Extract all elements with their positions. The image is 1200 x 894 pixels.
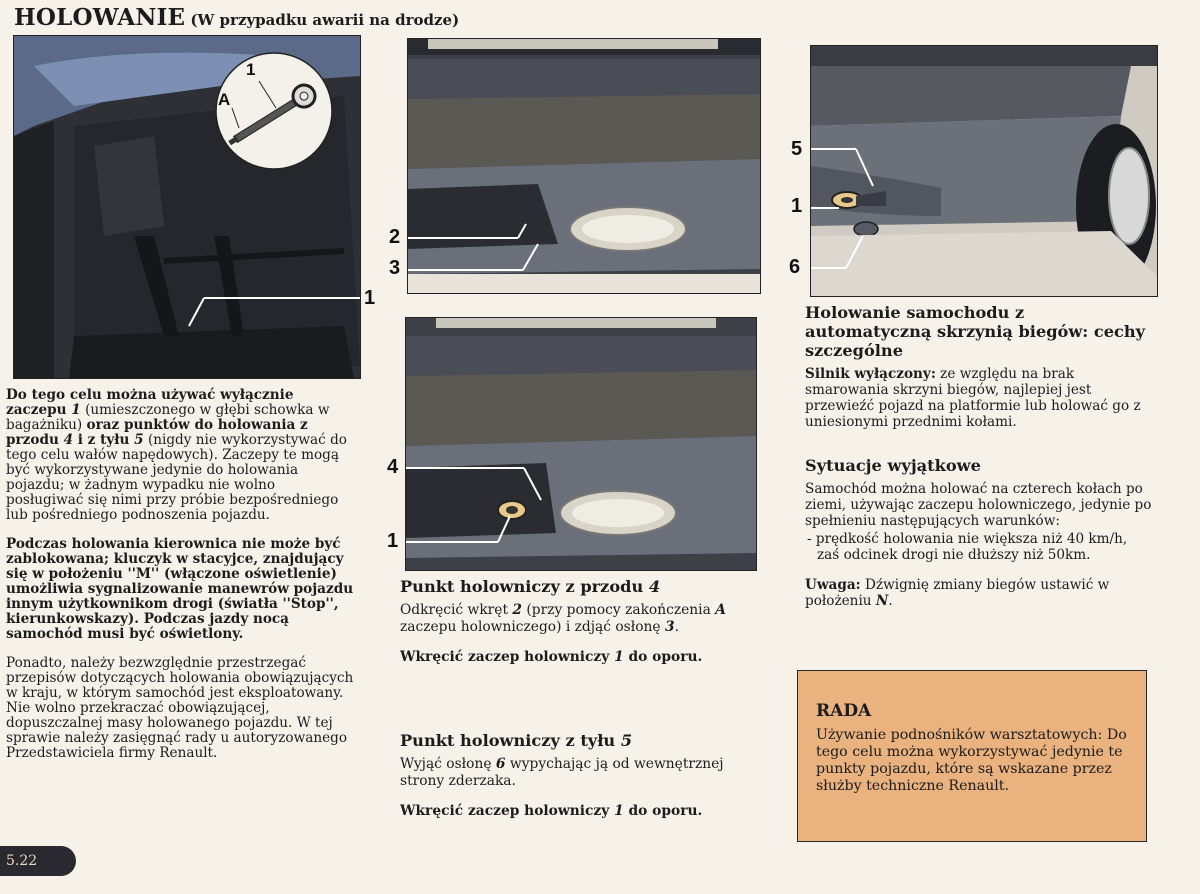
ref-number: 3 bbox=[664, 619, 675, 635]
rear-screw-instruction bbox=[400, 804, 752, 819]
front-bumper-top-illustration bbox=[408, 39, 760, 293]
trunk-photo bbox=[13, 35, 361, 379]
callout-front-2: 2 bbox=[389, 226, 401, 248]
right-column bbox=[805, 303, 1153, 623]
rear-tow-point-title bbox=[400, 731, 752, 750]
ref-number: 5 bbox=[134, 432, 144, 448]
text-bold: Silnik wyłączony: bbox=[805, 366, 936, 382]
advice-title: RADA bbox=[816, 701, 872, 721]
ref-number: 6 bbox=[495, 756, 506, 772]
front-tow-point-instructions bbox=[400, 602, 752, 636]
advice-box bbox=[797, 670, 1147, 842]
text: . bbox=[888, 593, 893, 609]
front-bumper-bottom-illustration bbox=[406, 318, 756, 570]
callout-trunk-1: 1 bbox=[364, 287, 376, 309]
text: (nigdy nie wykorzystywać do tego celu wałów napędowych). Zaczepy te mogą być wykorzystywane jedynie do holowania pojazdu; w żadnym wypadku nie wolno posługiwać się nimi przy próbie bezpośredniego lub pośredniego podnoszenia pojazdu. bbox=[6, 432, 347, 523]
callout-trunk-inset-1: 1 bbox=[246, 60, 256, 79]
ref-number: 1 bbox=[614, 649, 624, 665]
text: Wkręcić zaczep holowniczy bbox=[400, 649, 615, 665]
ref-letter: N bbox=[875, 593, 889, 609]
gear-lever-note bbox=[805, 577, 1153, 609]
text: ze względu na brak smarowania skrzyni biegów, najlepiej jest przewieźć pojazd na platformie lub holować go z uniesionymi przednimi kołami. bbox=[805, 366, 1141, 430]
text-bold: i z tyłu bbox=[73, 432, 135, 448]
text: zaczepu holowniczego) i zdjąć osłonę bbox=[400, 619, 665, 635]
text: Wkręcić zaczep holowniczy bbox=[400, 803, 615, 819]
trunk-illustration bbox=[14, 36, 360, 378]
callout-front-1: 1 bbox=[387, 530, 399, 552]
title-text: Punkt holowniczy z przodu bbox=[400, 577, 649, 596]
special-situations-text: Samochód można holować na czterech kołach po ziemi, używając zaczepu holowniczego, jedynie po spełnieniu następujących warunków: bbox=[805, 481, 1152, 529]
ref-number: 1 bbox=[71, 402, 81, 418]
page-title: HOLOWANIE bbox=[14, 4, 186, 31]
ref-letter: A bbox=[715, 602, 726, 618]
front-tow-point-title bbox=[400, 577, 752, 596]
callout-rear-6: 6 bbox=[789, 256, 801, 278]
text: wypychając ją od wewnętrznej strony zderzaka. bbox=[400, 756, 724, 789]
ref-number: 2 bbox=[512, 602, 522, 618]
text: (przy pomocy zakończenia bbox=[522, 602, 716, 618]
text: do oporu. bbox=[623, 803, 703, 819]
text-bold: Do tego celu można używać wyłącznie zaczepu bbox=[6, 387, 294, 418]
title-text: Punkt holowniczy z tyłu bbox=[400, 731, 621, 750]
para-regulations: Ponadto, należy bezwzględnie przestrzegać przepisów dotyczących holowania obowiązujących w kraju, w którym samochód jest eksploatowany. Nie wolno przekraczać obowiązującej, dopuszczalnej masy holowanego pojazdu. W tej sprawie należy zasięgnąć rady u autoryzowanego Przedstawiciela firmy Renault. bbox=[6, 655, 354, 761]
para-tow-hook-usage bbox=[6, 388, 354, 523]
middle-column bbox=[400, 577, 752, 679]
callout-rear-5: 5 bbox=[791, 138, 803, 160]
ref-number: 1 bbox=[614, 803, 624, 819]
front-screw-instruction bbox=[400, 650, 752, 665]
text: Dźwignię zmiany biegów ustawić w położeniu bbox=[805, 577, 1110, 609]
callout-trunk-A: A bbox=[218, 90, 231, 109]
front-bumper-photo-top bbox=[407, 38, 761, 294]
middle-column-rear bbox=[400, 731, 752, 833]
callout-front-4: 4 bbox=[387, 456, 399, 478]
text: (umieszczonego w głębi schowka w bagażniku) bbox=[6, 402, 330, 433]
special-situations-title: Sytuacje wyjątkowe bbox=[805, 456, 981, 475]
automatic-gearbox-text bbox=[805, 366, 1153, 430]
special-situations-condition: - prędkość holowania nie większa niż 40 km/h, zaś odcinek drogi nie dłuższy niż 50km. bbox=[807, 531, 1128, 563]
text: . bbox=[674, 619, 679, 635]
page-number: 5.22 bbox=[0, 846, 76, 876]
text-bold: oraz punktów do holowania z przodu bbox=[6, 417, 308, 448]
text: Odkręcić wkręt bbox=[400, 602, 513, 618]
text-bold: Uwaga: bbox=[805, 577, 861, 593]
page-header bbox=[14, 4, 459, 31]
ref-number: 5 bbox=[620, 731, 633, 750]
para-steering-warning: Podczas holowania kierownica nie może być zablokowana; kluczyk w stacyjce, znajdujący się w położeniu ''M'' (włączone oświetlenie) umożliwia sygnalizowanie manewrów pojazdu innym użytkownikom drogi (światła ''Stop'', kierunkowskazy). Podczas jazdy nocą samochód musi być oświetlony. bbox=[6, 536, 354, 642]
page-subtitle: (W przypadku awarii na drodze) bbox=[190, 11, 460, 29]
text: do oporu. bbox=[623, 649, 703, 665]
rear-bumper-illustration bbox=[811, 46, 1157, 296]
rear-bumper-photo bbox=[810, 45, 1158, 297]
ref-number: 4 bbox=[648, 577, 661, 596]
rear-tow-point-instructions bbox=[400, 756, 752, 790]
automatic-gearbox-title: Holowanie samochodu z automatyczną skrzynią biegów: cechy szczególne bbox=[805, 303, 1146, 360]
advice-text: Używanie podnośników warsztatowych: Do tego celu można wykorzystywać jedynie te punkty pojazdu, które są wskazane przez służby techniczne Renault. bbox=[816, 727, 1127, 794]
ref-number: 4 bbox=[63, 432, 74, 448]
front-bumper-photo-bottom bbox=[405, 317, 757, 571]
left-column bbox=[6, 388, 354, 775]
callout-rear-1: 1 bbox=[791, 195, 803, 217]
text: Wyjąć osłonę bbox=[400, 756, 496, 772]
callout-front-3: 3 bbox=[389, 257, 401, 279]
